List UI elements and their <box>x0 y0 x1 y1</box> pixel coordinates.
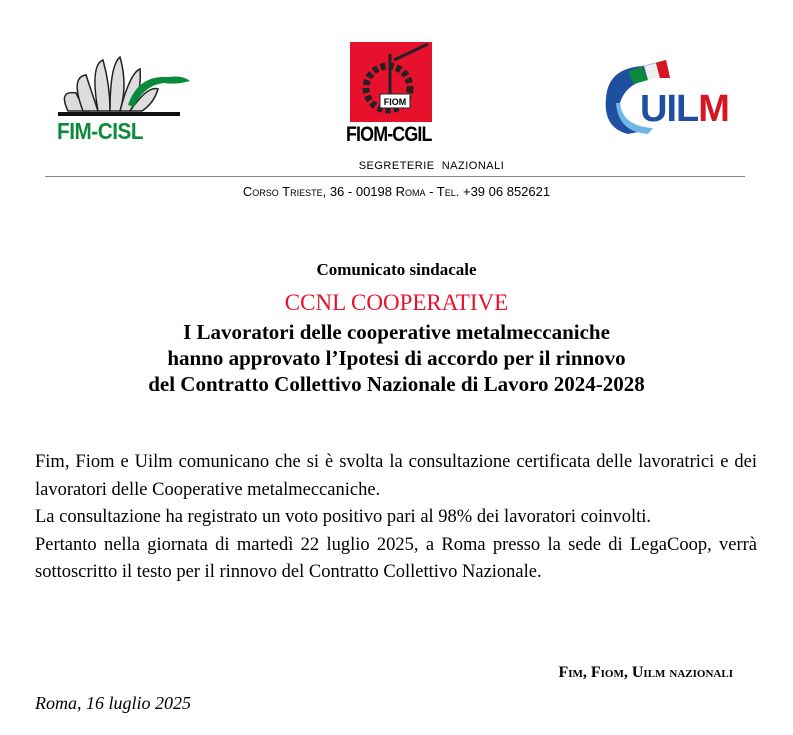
headline <box>0 319 793 397</box>
signature: Fim, Fiom, Uilm nazionali <box>558 664 733 681</box>
fim-cisl-logo-text: FIM-CISL <box>57 118 144 144</box>
header-address: Corso Trieste, 36 - 00198 Roma - Tel. +39 06 852621 <box>242 184 551 199</box>
headline-line: del Contratto Collettivo Nazionale di Lavoro 2024-2028 <box>148 372 645 396</box>
date: Roma, 16 luglio 2025 <box>35 693 191 713</box>
header-subtitle: SEGRETERIE NAZIONALI <box>358 160 505 172</box>
header-divider <box>45 176 745 177</box>
uilm-logo-text: UILM <box>640 88 729 130</box>
paragraph: La consultazione ha registrato un voto positivo pari al 98% dei lavoratori coinvolti. <box>35 507 651 527</box>
paragraph: Fim, Fiom e Uilm comunicano che si è svolta la consultazione certificata delle lavoratrici e dei lavoratori delle Cooperative metalmeccaniche. <box>35 452 757 500</box>
fim-bar <box>58 112 180 116</box>
kicker: Comunicato sindacale <box>316 260 477 279</box>
fiom-cgil-logo-text: FIOM-CGIL <box>346 123 432 146</box>
headline-line: I Lavoratori delle cooperative metalmeccaniche <box>183 320 610 344</box>
paragraph: Pertanto nella giornata di martedì 22 luglio 2025, a Roma presso la sede di LegaCoop, verrà sottoscritto il testo per il rinnovo del Contratto Collettivo Nazionale. <box>35 534 757 582</box>
gear-hammer-icon <box>350 42 432 122</box>
main-title: CCNL COOPERATIVE <box>284 290 509 315</box>
fiom-red-square <box>350 42 432 122</box>
svg-text:FIOM: FIOM <box>383 97 407 107</box>
flower-icon <box>58 55 193 113</box>
body-text <box>35 449 757 587</box>
headline-line: hanno approvato l’Ipotesi di accordo per il rinnovo <box>167 346 626 370</box>
